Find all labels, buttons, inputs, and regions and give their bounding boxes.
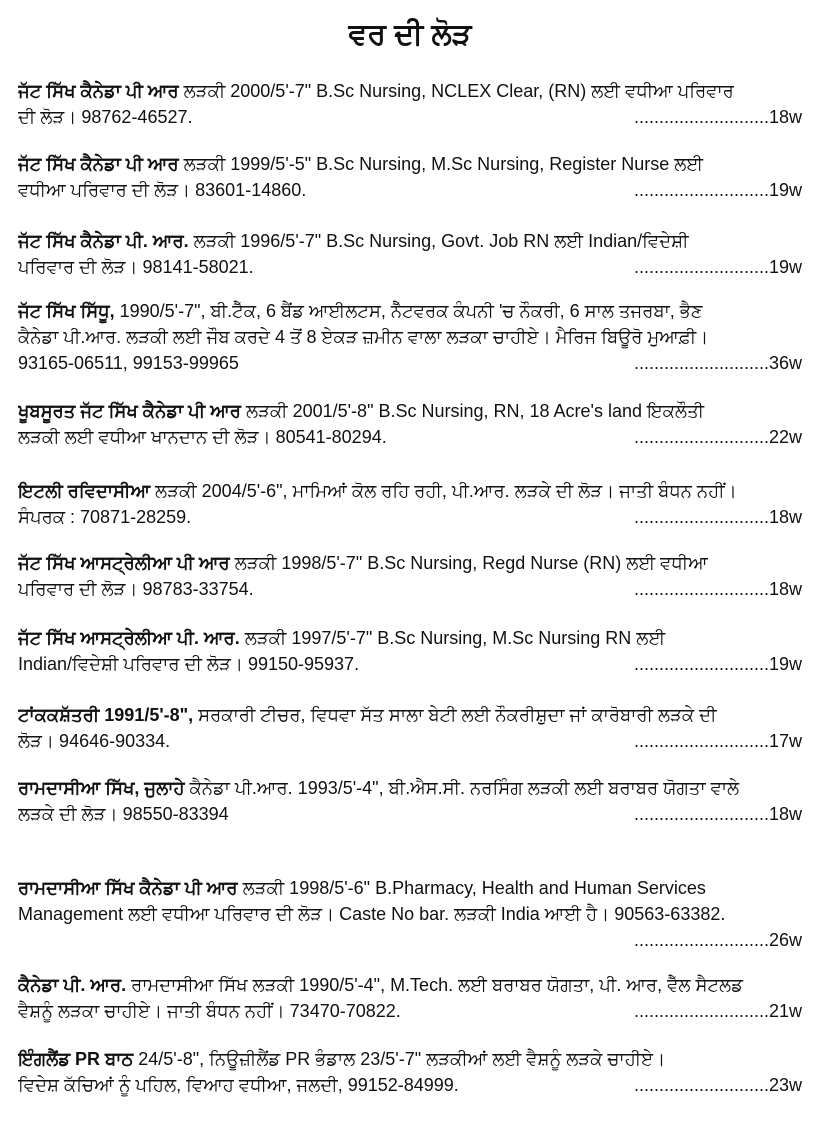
ad-lead: ਜੱਟ ਸਿੱਖ ਕੈਨੇਡਾ ਪੀ ਆਰ	[18, 154, 179, 174]
classified-ad	[18, 550, 802, 602]
classified-ad	[18, 78, 802, 130]
ad-rate: ...........................19w	[633, 257, 802, 277]
ad-text: ਲੜਕੀ 1997/5'-7" B.Sc Nursing, M.Sc Nursing RN ਲਈ	[239, 628, 666, 648]
ad-line	[18, 775, 802, 801]
ad-text: ਲੜਕੀ 2000/5'-7" B.Sc Nursing, NCLEX Clear, (RN) ਲਈ ਵਧੀਆ ਪਰਿਵਾਰ	[178, 81, 734, 101]
ad-text: 24/5'-8", ਨਿਊਜ਼ੀਲੈਂਡ PR ਭੰਡਾਲ 23/5'-7" ਲੜਕੀਆਂ ਲਈ ਵੈਸ਼ਨੂੰ ਲੜਕੇ ਚਾਹੀਏ।	[133, 1049, 666, 1069]
ad-tail-line	[18, 254, 802, 280]
ad-lead: ਜੱਟ ਸਿੱਖ ਕੈਨੇਡਾ ਪੀ. ਆਰ.	[18, 231, 189, 251]
ad-tail-line	[18, 576, 802, 602]
ad-lead: ਰਾਮਦਾਸੀਆ ਸਿੱਖ ਕੈਨੇਡਾ ਪੀ ਆਰ	[18, 878, 238, 898]
ad-lead: ਕੈਨੇਡਾ ਪੀ. ਆਰ.	[18, 975, 127, 995]
ad-rate: ...........................18w	[633, 507, 802, 527]
ad-tail-line	[18, 104, 802, 130]
ad-lead: ਇਟਲੀ ਰਵਿਦਾਸੀਆ	[18, 481, 151, 501]
ad-rate: ...........................23w	[633, 1075, 802, 1095]
ad-line: Management ਲਈ ਵਧੀਆ ਪਰਿਵਾਰ ਦੀ ਲੋੜ। Caste No bar. ਲੜਕੀ India ਆਈ ਹੈ। 90563-63382.	[18, 904, 726, 924]
ad-lead: ਇੰਗਲੈਂਡ PR ਬਾਠ	[18, 1049, 134, 1069]
ad-contact: ਲੜਕੀ ਲਈ ਵਧੀਆ ਖਾਨਦਾਨ ਦੀ ਲੋੜ। 80541-80294.	[18, 427, 387, 447]
ad-contact: ਪਰਿਵਾਰ ਦੀ ਲੋੜ। 98141-58021.	[18, 257, 254, 277]
ad-rate: ...........................17w	[633, 731, 802, 751]
ad-lead: ਜੱਟ ਸਿੱਖ ਆਸਟ੍ਰੇਲੀਆ ਪੀ. ਆਰ.	[18, 628, 240, 648]
ad-text: ਲੜਕੀ 1998/5'-7" B.Sc Nursing, Regd Nurse (RN) ਲਈ ਵਧੀਆ	[229, 553, 708, 573]
ad-tail-line	[18, 350, 802, 376]
ad-tail-line	[18, 998, 802, 1024]
ad-rate: ...........................36w	[633, 353, 802, 373]
classified-ad	[18, 875, 802, 953]
ad-contact: ਵੈਸ਼ਨੂੰ ਲੜਕਾ ਚਾਹੀਏ। ਜਾਤੀ ਬੰਧਨ ਨਹੀਂ। 73470-70822.	[18, 1001, 401, 1021]
ad-text: 1990/5'-7", ਬੀ.ਟੈੱਕ, 6 ਬੈਂਡ ਆਈਲਟਸ, ਨੈੱਟਵਰਕ ਕੰਪਨੀ 'ਚ ਨੌਕਰੀ, 6 ਸਾਲ ਤਜਰਬਾ, ਭੈਣ	[114, 301, 703, 321]
ad-line	[18, 550, 802, 576]
ad-contact: ਲੜਕੇ ਦੀ ਲੋੜ। 98550-83394	[18, 804, 229, 824]
ad-text: ਕੈਨੇਡਾ ਪੀ.ਆਰ. 1993/5'-4", ਬੀ.ਐਸ.ਸੀ. ਨਰਸਿੰਗ ਲੜਕੀ ਲਈ ਬਰਾਬਰ ਯੋਗਤਾ ਵਾਲੇ	[184, 778, 740, 798]
ad-text: ਲੜਕੀ 1998/5'-6" B.Pharmacy, Health and Human Services	[237, 878, 706, 898]
ad-text: ਲੜਕੀ 1996/5'-7" B.Sc Nursing, Govt. Job RN ਲਈ Indian/ਵਿਦੇਸ਼ੀ	[188, 231, 689, 251]
classified-ad	[18, 478, 802, 530]
ad-line	[18, 1046, 802, 1072]
ad-tail-line	[18, 801, 802, 827]
ad-contact: ਸੰਪਰਕ : 70871-28259.	[18, 507, 192, 527]
ad-contact: ਪਰਿਵਾਰ ਦੀ ਲੋੜ। 98783-33754.	[18, 579, 254, 599]
ad-line	[18, 228, 802, 254]
ad-lead: ਜੱਟ ਸਿੱਖ ਆਸਟ੍ਰੇਲੀਆ ਪੀ ਆਰ	[18, 553, 230, 573]
ad-contact: ਵਿਦੇਸ਼ ਕੱਚਿਆਂ ਨੂੰ ਪਹਿਲ, ਵਿਆਹ ਵਧੀਆ, ਜਲਦੀ, 99152-84999.	[18, 1075, 459, 1095]
ad-rate: ...........................21w	[633, 1001, 802, 1021]
ad-rate: ...........................18w	[633, 804, 802, 824]
ad-line: ਕੈਨੇਡਾ ਪੀ.ਆਰ. ਲੜਕੀ ਲਈ ਜੌਬ ਕਰਦੇ 4 ਤੋਂ 8 ਏਕੜ ਜ਼ਮੀਨ ਵਾਲਾ ਲੜਕਾ ਚਾਹੀਏ। ਮੈਰਿਜ ਬਿਊਰੋ ਮੁਆਫ਼ੀ।	[18, 327, 709, 347]
ad-lead: ਜੱਟ ਸਿੱਖ ਸਿੱਧੂ,	[18, 301, 115, 321]
ad-rate: ...........................22w	[633, 427, 802, 447]
ad-rate: ...........................26w	[633, 930, 802, 950]
ad-contact: Indian/ਵਿਦੇਸ਼ੀ ਪਰਿਵਾਰ ਦੀ ਲੋੜ। 99150-95937.	[18, 654, 360, 674]
ad-tail-line	[18, 1072, 802, 1098]
classified-ad	[18, 702, 802, 754]
ad-lead: ਜੱਟ ਸਿੱਖ ਕੈਨੇਡਾ ਪੀ ਆਰ	[18, 81, 179, 101]
classified-ad	[18, 298, 802, 376]
ad-rate: ...........................18w	[633, 107, 802, 127]
ad-contact: 93165-06511, 99153-99965	[18, 353, 239, 373]
ad-contact: ਵਧੀਆ ਪਰਿਵਾਰ ਦੀ ਲੋੜ। 83601-14860.	[18, 180, 307, 200]
ad-line	[18, 78, 802, 104]
ad-contact: ਲੋੜ। 94646-90334.	[18, 731, 171, 751]
ad-tail-line	[18, 927, 802, 953]
classified-ad	[18, 625, 802, 677]
ad-line	[18, 398, 802, 424]
classified-ad	[18, 228, 802, 280]
ad-rate: ...........................18w	[633, 579, 802, 599]
ad-lead: ਖੂਬਸੂਰਤ ਜੱਟ ਸਿੱਖ ਕੈਨੇਡਾ ਪੀ ਆਰ	[18, 401, 241, 421]
ad-tail-line	[18, 504, 802, 530]
classified-ad	[18, 151, 802, 203]
ad-line	[18, 625, 802, 651]
ad-contact: ਦੀ ਲੋੜ। 98762-46527.	[18, 107, 193, 127]
ad-line	[18, 972, 802, 998]
ad-tail-line	[18, 177, 802, 203]
ad-rate: ...........................19w	[633, 180, 802, 200]
ad-lead: ਟਾਂਕਕਸ਼ੱਤਰੀ 1991/5'-8",	[18, 705, 194, 725]
ad-tail-line	[18, 728, 802, 754]
classified-ad	[18, 775, 802, 827]
ad-text: ਲੜਕੀ 2004/5'-6", ਮਾਮਿਆਂ ਕੋਲ ਰਹਿ ਰਹੀ, ਪੀ.ਆਰ. ਲੜਕੇ ਦੀ ਲੋੜ। ਜਾਤੀ ਬੰਧਨ ਨਹੀਂ।	[150, 481, 737, 501]
ad-text: ਰਾਮਦਾਸੀਆ ਸਿੱਖ ਲੜਕੀ 1990/5'-4", M.Tech. ਲਈ ਬਰਾਬਰ ਯੋਗਤਾ, ਪੀ. ਆਰ, ਵੈੱਲ ਸੈਟਲਡ	[126, 975, 743, 995]
ad-text: ਲੜਕੀ 2001/5'-8" B.Sc Nursing, RN, 18 Acre's land ਇਕਲੌਤੀ	[240, 401, 705, 421]
ad-tail-line	[18, 424, 802, 450]
ad-text: ਸਰਕਾਰੀ ਟੀਚਰ, ਵਿਧਵਾ ਸੱਤ ਸਾਲਾ ਬੇਟੀ ਲਈ ਨੌਕਰੀਸ਼ੁਦਾ ਜਾਂ ਕਾਰੋਬਾਰੀ ਲੜਕੇ ਦੀ	[193, 705, 717, 725]
page-title: ਵਰ ਦੀ ਲੋੜ	[348, 18, 472, 51]
ad-text: ਲੜਕੀ 1999/5'-5" B.Sc Nursing, M.Sc Nursing, Register Nurse ਲਈ	[178, 154, 704, 174]
classified-ad	[18, 972, 802, 1024]
ad-rate: ...........................19w	[633, 654, 802, 674]
ad-lead: ਰਾਮਦਾਸੀਆ ਸਿੱਖ, ਜੁਲਾਹੇ	[18, 778, 185, 798]
ad-line	[18, 702, 802, 728]
classified-ad	[18, 1046, 802, 1098]
ad-line	[18, 875, 802, 901]
classified-ad	[18, 398, 802, 450]
ad-tail-line	[18, 651, 802, 677]
ad-line	[18, 478, 802, 504]
ad-line	[18, 151, 802, 177]
ad-line	[18, 298, 802, 324]
